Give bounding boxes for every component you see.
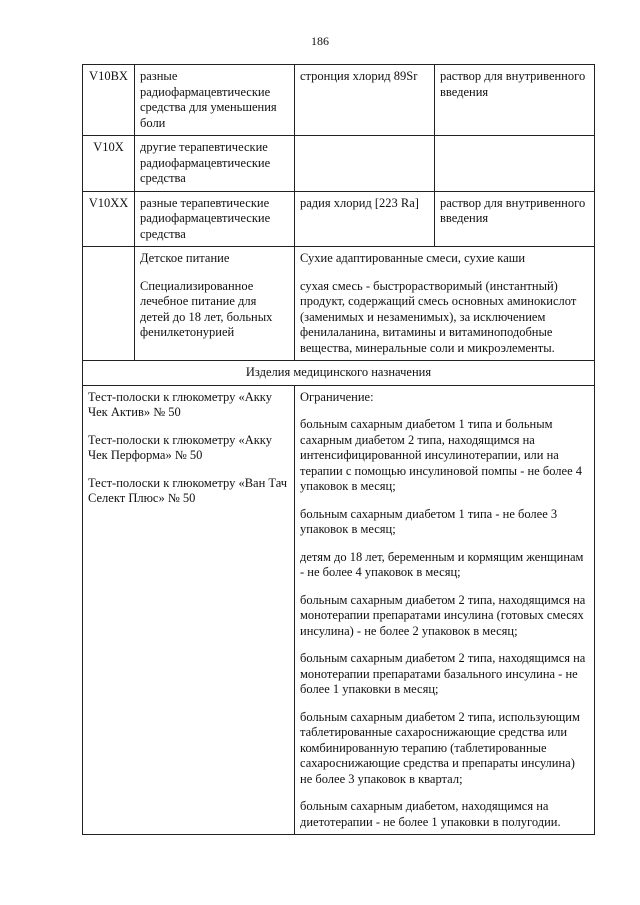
test-strip-item: Тест-полоски к глюкометру «Акку Чек Актив» № 50 xyxy=(88,389,272,419)
table-row xyxy=(83,65,595,136)
test-strips-cell xyxy=(83,385,295,835)
test-strip-item: Тест-полоски к глюкометру «Ван Тач Селект Плюс» № 50 xyxy=(88,475,288,505)
atc-code: V10BX xyxy=(83,65,135,136)
restriction-item: больным сахарным диабетом 2 типа, находящимся на монотерапии препаратами базального инсулина - не более 1 упаковки в месяц; xyxy=(300,651,586,696)
restriction-item: больным сахарным диабетом, находящимся на диетотерапии - не более 1 упаковки в полугодии. xyxy=(300,799,561,829)
table-row xyxy=(83,361,595,386)
drug-name xyxy=(295,136,435,192)
atc-group: разные радиофармацевтические средства для уменьшения боли xyxy=(135,65,295,136)
drug-list-table xyxy=(82,64,595,835)
table-row xyxy=(83,247,595,361)
nutrition-product xyxy=(295,247,595,361)
restriction-item: больным сахарным диабетом 1 типа - не более 3 упаковок в месяц; xyxy=(300,506,558,536)
table-row xyxy=(83,191,595,247)
nutrition-group-subtitle: Специализированное лечебное питание для детей до 18 лет, больных фенилкетонурией xyxy=(140,278,273,339)
product-title: Сухие адаптированные смеси, сухие каши xyxy=(300,251,526,265)
restriction-item: больным сахарным диабетом 1 типа и больным сахарным диабетом 2 типа, находящимся на интенсифицированной инсулинотерапии, или на терапии с помощью инсулиновой помпы - не более 4 упаковок в месяц; xyxy=(300,417,583,493)
table-row xyxy=(83,385,595,835)
drug-name: стронция хлорид 89Sr xyxy=(295,65,435,136)
atc-group: разные терапевтические радиофармацевтические средства xyxy=(135,191,295,247)
atc-group: другие терапевтические радиофармацевтические средства xyxy=(135,136,295,192)
atc-code: V10X xyxy=(83,136,135,192)
empty-code-cell xyxy=(83,247,135,361)
restrictions-cell xyxy=(295,385,595,835)
restriction-item: больным сахарным диабетом 2 типа, находящимся на монотерапии препаратами инсулина (готовых смесях инсулина) - не более 2 упаковок в месяц; xyxy=(300,592,586,638)
restriction-item: детям до 18 лет, беременным и кормящим женщинам - не более 4 упаковок в месяц; xyxy=(300,549,584,579)
nutrition-group xyxy=(135,247,295,361)
page-number: 186 xyxy=(311,34,329,48)
restrictions-title: Ограничение: xyxy=(300,389,374,404)
section-header: Изделия медицинского назначения xyxy=(83,361,595,386)
product-description: сухая смесь - быстрорастворимый (инстантный) продукт, содержащий смесь основных аминокислот (заменимых и незаменимых), за исключением фенилаланина, витамины и витаминоподобные вещества, минеральные соли и микроэлементы. xyxy=(300,278,577,355)
restriction-item: больным сахарным диабетом 2 типа, использующим таблетированные сахароснижающие средства или комбинированную терапию (таблетированные сахароснижающие средства и препараты инсулина) не более 3 упаковок в квартал; xyxy=(300,709,580,786)
dosage-form: раствор для внутривенного введения xyxy=(435,191,595,247)
table-row xyxy=(83,136,595,192)
atc-code: V10XX xyxy=(83,191,135,247)
dosage-form: раствор для внутривенного введения xyxy=(435,65,595,136)
test-strip-item: Тест-полоски к глюкометру «Акку Чек Перформа» № 50 xyxy=(88,432,272,462)
drug-name: радия хлорид [223 Ra] xyxy=(295,191,435,247)
nutrition-group-title: Детское питание xyxy=(140,251,230,265)
dosage-form xyxy=(435,136,595,192)
